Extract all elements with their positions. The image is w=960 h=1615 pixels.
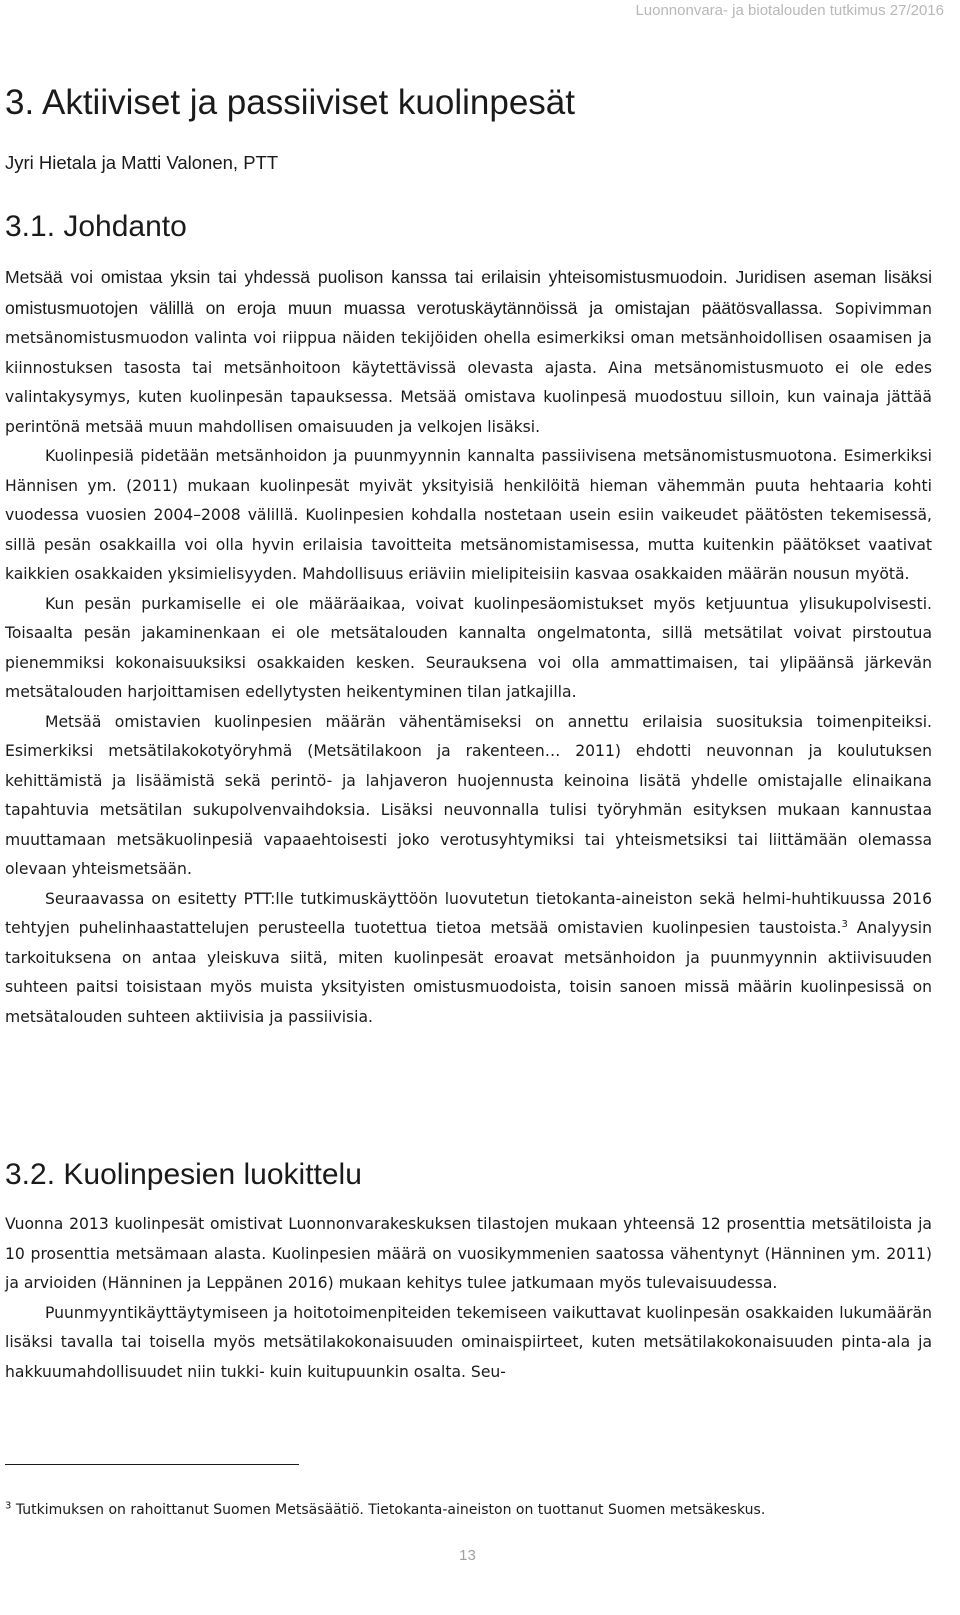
footnote-divider	[5, 1464, 299, 1465]
section-heading-luokittelu: 3.2. Kuolinpesien luokittelu	[5, 1158, 362, 1191]
page-number: 13	[459, 1547, 476, 1564]
running-header: Luonnonvara- ja biotalouden tutkimus 27/2016	[635, 2, 944, 19]
footnote-text: Tutkimuksen on rahoittanut Suomen Metsäsäätiö. Tietokanta-aineiston on tuottanut Suomen metsäkeskus.	[15, 1502, 766, 1518]
section-luokittelu-body	[5, 1210, 932, 1387]
paragraph-text: Analyysin tarkoituksena on antaa yleiskuva siitä, miten kuolinpesät eroavat metsänhoidon ja puunmyynnin aktiivisuuden suhteen paitsi toisistaan myös muista yksityisten omistusmuodoista, toisin sanoen missä määrin kuolinpesissä on metsätalouden suhteen aktiivisia ja passiivisia.	[5, 919, 932, 1026]
paragraph: Vuonna 2013 kuolinpesät omistivat Luonnonvarakeskuksen tilastojen mukaan yhteensä 12 prosenttia metsätiloista ja 10 prosenttia metsämaan alasta. Kuolinpesien määrä on vuosikymmenien saatossa vähentynyt (Hänninen ym. 2011) ja arvioiden (Hänninen ja Leppänen 2016) mukaan kehitys tulee jatkumaan myös tulevaisuudessa.	[5, 1215, 932, 1292]
chapter-title: 3. Aktiiviset ja passiiviset kuolinpesät	[5, 83, 575, 122]
chapter-authors: Jyri Hietala ja Matti Valonen, PTT	[5, 152, 279, 173]
paragraph: Metsää omistavien kuolinpesien määrän vähentämiseksi on annettu erilaisia suosituksia toimenpiteiksi. Esimerkiksi metsätilakokotyöryhmä (Metsätilakoon ja rakenteen… 2011) ehdotti neuvonnan ja koulutuksen kehittämistä ja lisäämistä sekä perintö- ja lahjaveron huojennusta keinoina lisätä yhdelle omistajalle elinaikana tapahtuvia metsätilan sukupolvenvaihdoksia. Lisäksi neuvonnalla tulisi työryhmän esityksen mukaan kannustaa muuttamaan metsäkuolinpesiä vapaaehtoisesti joko verotusyhtymiksi tai yhteismetsiksi tai liittämään olemassa olevaan yhteismetsään.	[5, 712, 932, 878]
paragraph-text: Seuraavassa on esitetty PTT:lle tutkimuskäyttöön luovutetun tietokanta-aineiston sekä helmi-huhtikuussa 2016 tehtyjen puhelinhaastattelujen perusteella tuotettua tietoa metsää omistavien kuolinpesien taustoista.	[5, 889, 932, 937]
paragraph	[5, 263, 932, 442]
paragraph	[5, 885, 932, 1033]
paragraph: Kun pesän purkamiselle ei ole määräaikaa, voivat kuolinpesäomistukset myös ketjuuntua ylisukupolvisesti. Toisaalta pesän jakaminenkaan ei ole metsätalouden kannalta ongelmatonta, sillä metsätilat voivat pirstoutua pienemmiksi kokonaisuuksiksi osakkaiden kesken. Seurauksena voi olla ammattimaisen, tai ylipäänsä järkevän metsätalouden harjoittamisen edellytysten heikentyminen tilan jatkajilla.	[5, 594, 932, 701]
paragraph: Puunmyyntikäyttäytymiseen ja hoitotoimenpiteiden tekemiseen vaikuttavat kuolinpesän osakkaiden lukumäärän lisäksi tavalla tai toisella myös metsätilakokonaisuuden ominaispiirteet, kuten metsätilakokonaisuuden pinta-ala ja hakkuumahdollisuudet niin tukki- kuin kuitupuunkin osalta. Seu-	[5, 1303, 932, 1381]
paragraph: Kuolinpesiä pidetään metsänhoidon ja puunmyynnin kannalta passiivisena metsänomistusmuotona. Esimerkiksi Hännisen ym. (2011) mukaan kuolinpesät myivät yksityisiä henkilöitä hieman vähemmän puuta hehtaaria kohti vuodessa vuosien 2004–2008 välillä. Kuolinpesien kohdalla nostetaan usein esiin vaikeudet päätösten tekemisessä, sillä pesän osakkailla voi olla hyvin erilaisia tavoitteita metsänomistamisessa, mutta kuitenkin päätökset vaativat kaikkien osakkaiden yksimielisyyden. Mahdollisuus eriäviin mielipiteisiin kasvaa osakkaiden määrän nousun myötä.	[5, 447, 932, 583]
paragraph-text: Sopivimman metsänomistusmuodon valinta voi riippua näiden tekijöiden ohella esimerkiksi oman metsänhoidollisen osaamisen ja kiinnostuksen tasosta tai metsänhoitoon käytettävissä olevasta ajasta. Aina metsänomistusmuoto ei ole edes valintakysymys, kuten kuolinpesän tapauksessa. Metsää omistava kuolinpesä muodostuu silloin, kun vainaja jättää perintönä metsää muun mahdollisen omaisuuden ja velkojen lisäksi.	[5, 299, 932, 436]
footnote-reference[interactable]: 3	[841, 918, 848, 930]
section-johdanto-body	[5, 263, 932, 1032]
section-heading-johdanto: 3.1. Johdanto	[5, 210, 187, 243]
footnote-marker: 3	[5, 1500, 12, 1512]
footnote	[5, 1502, 765, 1518]
paragraph-lead: Metsää voi omistaa yksin tai yhdessä puolison kanssa tai erilaisin yhteisomistusmuodoin. Juridisen aseman lisäksi omistusmuotojen välillä on eroja muun muassa verotuskäytännöissä ja omistajan päätösvallassa.	[5, 267, 932, 318]
